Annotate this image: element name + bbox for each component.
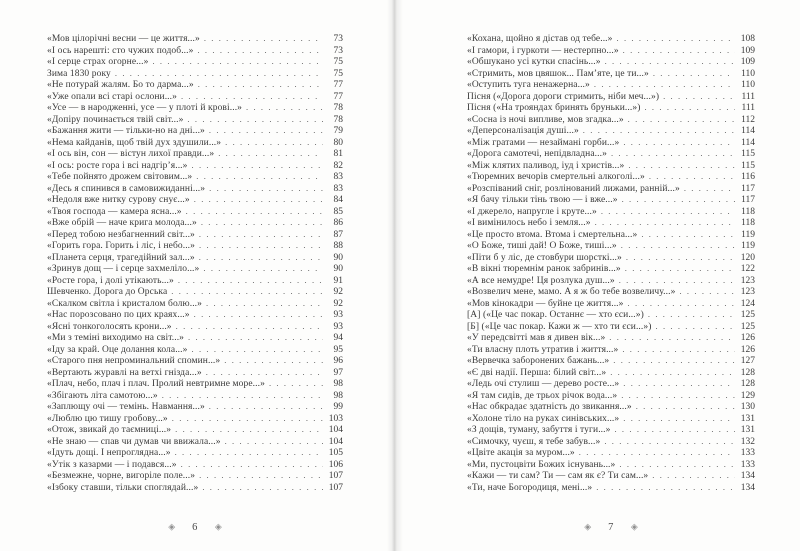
toc-list-right (467, 33, 755, 493)
toc-entry-page-number: 86 (333, 218, 343, 228)
toc-entry (47, 447, 343, 459)
toc-entry-page-number: 124 (740, 298, 755, 309)
toc-entry-title: «Утік з казарми — і подався...» (47, 459, 177, 470)
toc-entry-page-number: 97 (333, 367, 343, 378)
toc-entry (47, 436, 343, 448)
toc-entry-page-number: 94 (333, 333, 343, 343)
toc-entry (467, 309, 755, 321)
toc-entry-title: «Ледь очі стулиш — дерево росте...» (467, 379, 620, 389)
toc-entry-page-number: 107 (328, 471, 343, 481)
toc-entry-title: «Тюремних вечорів смертельні алкоголі...» (467, 172, 645, 182)
toc-entry-page-number: 99 (333, 402, 343, 412)
toc-entry (467, 470, 755, 482)
toc-entry (47, 194, 343, 206)
toc-entry-title: «Ізбоку ставши, тільки споглядай...» (47, 482, 199, 493)
toc-entry-page-number: 75 (333, 57, 343, 67)
toc-entry (467, 217, 755, 229)
toc-entry-page-number: 120 (740, 252, 755, 263)
toc-entry-title: «Між гратами — незаймані горби...» (467, 137, 620, 148)
toc-entry-page-number: 77 (333, 91, 343, 102)
toc-entry-title: «Отож, звикай до таємниці...» (47, 425, 172, 435)
toc-entry (467, 401, 755, 413)
toc-entry-title: «А все немудре! Ця розлука душ...» (467, 275, 615, 286)
toc-entry (47, 413, 343, 425)
toc-entry-title: «Планета серця, трагедійний зал...» (47, 252, 195, 263)
toc-entry-page-number: 133 (740, 448, 755, 458)
toc-entry-title: «Ідуть дощі. І непроглядна...» (47, 448, 171, 458)
toc-entry-page-number: 111 (741, 103, 755, 113)
toc-entry-title: «Симочку, чуєш, я тебе забув...» (467, 436, 601, 447)
toc-entry-page-number: 79 (333, 126, 343, 136)
toc-entry-page-number: 128 (740, 367, 755, 378)
toc-entry-title: «Вже обрій — наче крига молода...» (47, 218, 197, 228)
toc-entry (47, 286, 343, 298)
toc-entry (47, 137, 343, 149)
toc-entry-title: «У передсвітті мав я дивен вік...» (467, 333, 606, 343)
toc-entry-title: «Перед тобою незбагненний світ...» (47, 229, 195, 240)
toc-entry (47, 240, 343, 252)
toc-entry-page-number: 109 (740, 45, 755, 56)
toc-entry-page-number: 122 (740, 264, 755, 274)
diamond-ornament-icon: ◈ (630, 521, 638, 532)
toc-entry-page-number: 119 (741, 229, 755, 240)
toc-entry-page-number: 105 (328, 448, 343, 458)
toc-entry (47, 229, 343, 241)
toc-entry-page-number: 73 (333, 34, 343, 44)
toc-entry-title: «Сосна із ночі випливе, мов згадка...» (467, 114, 624, 125)
toc-entry-page-number: 111 (741, 91, 755, 102)
toc-entry-page-number: 115 (741, 160, 755, 171)
toc-entry-title: «Плач, небо, плач і плач. Пролий невтримне море...» (47, 379, 265, 389)
toc-entry (47, 45, 343, 57)
toc-entry-page-number: 108 (740, 34, 755, 44)
toc-entry-title: «Стримить, мов цвяшок... Пам’яте, це ти...» (467, 68, 649, 79)
toc-entry (47, 424, 343, 436)
toc-entry (47, 252, 343, 264)
toc-entry-title: «Нас обкрадає здатність до звикання...» (467, 402, 632, 412)
toc-entry-page-number: 129 (740, 390, 755, 401)
toc-entry-page-number: 92 (333, 287, 343, 297)
toc-entry-page-number: 93 (333, 310, 343, 320)
toc-entry-page-number: 75 (333, 68, 343, 79)
toc-entry-title: «Кохана, щойно я дістав од тебе...» (467, 34, 613, 44)
toc-entry-title: «І ось нарешті: сто чужих подоб...» (47, 45, 194, 56)
toc-entry-page-number: 87 (333, 229, 343, 240)
toc-entry-page-number: 81 (333, 149, 343, 159)
toc-entry (467, 194, 755, 206)
toc-entry (467, 286, 755, 298)
toc-entry (467, 344, 755, 356)
toc-entry-title: «Нас порозсовано по цих краях...» (47, 310, 190, 320)
toc-entry-title: «І гамори, і гуркоти — нестерпно...» (467, 45, 619, 56)
toc-entry (47, 79, 343, 91)
toc-entry (467, 275, 755, 287)
toc-entry-page-number: 132 (740, 436, 755, 447)
toc-entry-title: «Є дві надії. Перша: білий світ...» (467, 367, 607, 378)
toc-entry (47, 470, 343, 482)
toc-entry (47, 68, 343, 80)
toc-entry-page-number: 131 (740, 425, 755, 435)
toc-entry-page-number: 134 (740, 482, 755, 493)
toc-entry-page-number: 88 (333, 241, 343, 251)
toc-entry-title: «Ти власну плоть утратив і життя...» (467, 344, 619, 355)
toc-entry (47, 183, 343, 195)
toc-entry (467, 206, 755, 218)
toc-entry-page-number: 103 (328, 413, 343, 424)
toc-entry-page-number: 104 (328, 436, 343, 447)
toc-entry (467, 114, 755, 126)
toc-entry-title: «Вертають журавлі на ветхі гнізда...» (47, 367, 202, 378)
toc-entry (47, 91, 343, 103)
toc-entry-title: «Бажання жити — тільки-но на дні...» (47, 126, 205, 136)
toc-entry-page-number: 78 (333, 114, 343, 125)
toc-entry-page-number: 98 (333, 390, 343, 401)
toc-entry (467, 378, 755, 390)
toc-entry-page-number: 117 (741, 183, 755, 194)
toc-entry (467, 424, 755, 436)
toc-entry (467, 148, 755, 160)
toc-entry-page-number: 110 (741, 68, 755, 79)
toc-entry (47, 482, 343, 494)
toc-entry-title: «Я бачу тільки тінь твою — і вже...» (467, 195, 618, 205)
toc-entry-page-number: 118 (741, 206, 755, 217)
toc-entry (467, 413, 755, 425)
toc-entry-page-number: 107 (328, 482, 343, 493)
toc-entry-title: «Ми з теміні виходимо на світ...» (47, 333, 185, 343)
toc-entry (47, 378, 343, 390)
toc-entry-title: «Між клятих паливод, іуд і христів...» (467, 160, 625, 171)
toc-entry-page-number: 114 (741, 137, 755, 148)
toc-entry (467, 355, 755, 367)
toc-entry-title: «І ось він, сон — вістун лихої правди...» (47, 149, 215, 159)
toc-entry-page-number: 80 (333, 137, 343, 148)
toc-entry (47, 321, 343, 333)
toc-entry-page-number: 92 (333, 298, 343, 309)
toc-entry-title: «І серце страх огорне...» (47, 57, 149, 67)
toc-entry-page-number: 109 (740, 57, 755, 67)
toc-entry (47, 171, 343, 183)
diamond-ornament-icon: ◈ (168, 521, 176, 532)
toc-entry (47, 459, 343, 471)
toc-entry-title: «Дорога самотечі, непідвладна...» (467, 149, 607, 159)
toc-entry-title: «Росте гора, і долі утікають...» (47, 275, 174, 286)
toc-entry-title: «Оступить туга ненажерна...» (467, 80, 590, 90)
toc-entry-title: «Уже опали всі старі ослони...» (47, 91, 177, 102)
toc-entry (467, 160, 755, 172)
toc-entry (467, 33, 755, 45)
diamond-ornament-icon: ◈ (214, 521, 222, 532)
toc-entry-page-number: 83 (333, 183, 343, 194)
toc-entry (47, 217, 343, 229)
toc-entry-title: [Б] («Це час покар. Кажи ж — хто ти єси...») (467, 321, 652, 332)
toc-entry (47, 390, 343, 402)
toc-entry (47, 332, 343, 344)
toc-entry (467, 447, 755, 459)
toc-entry-title: «Мов цілорічні весни — це життя...» (47, 34, 200, 44)
toc-entry-page-number: 77 (333, 80, 343, 90)
toc-entry-title: [А] («Це час покар. Останнє — хто єси...») (467, 310, 644, 320)
toc-entry-page-number: 126 (740, 344, 755, 355)
toc-entry-page-number: 90 (333, 252, 343, 263)
toc-entry (467, 321, 755, 333)
toc-entry (47, 160, 343, 172)
toc-entry (467, 298, 755, 310)
toc-entry-title: «І ось: росте гора і всі надгір’я...» (47, 160, 188, 171)
folio-number: 6 (192, 522, 198, 533)
toc-entry-title: Пісня («На трояндах бринять бруньки...») (467, 103, 641, 113)
folio-number: 7 (608, 522, 614, 533)
toc-entry-page-number: 123 (740, 275, 755, 286)
toc-entry-title: «Піти б у ліс, де стовбури шорсткі...» (467, 252, 622, 263)
toc-entry-page-number: 130 (740, 402, 755, 412)
dot-leader (596, 482, 735, 495)
toc-entry (47, 263, 343, 275)
toc-entry-title: «Ми, пустоцвіти Божих існувань...» (467, 459, 616, 470)
toc-entry (467, 102, 755, 114)
toc-entry-page-number: 118 (741, 218, 755, 228)
toc-entry-title: «Іду за край. Оце долання кола...» (47, 344, 188, 355)
toc-entry-page-number: 98 (333, 379, 343, 389)
toc-entry-page-number: 125 (740, 310, 755, 320)
toc-entry-page-number: 114 (741, 126, 755, 136)
toc-entry-page-number: 128 (740, 379, 755, 389)
toc-entry-page-number: 126 (740, 333, 755, 343)
toc-entry-title: «Холоне тіло на руках синівських...» (467, 413, 620, 424)
toc-entry (47, 298, 343, 310)
toc-entry-title: «Люблю цю тишу гробову...» (47, 413, 168, 424)
toc-entry-title: «Горить гора. Горить і ліс, і небо...» (47, 241, 196, 251)
toc-entry (467, 137, 755, 149)
toc-entry-title: «В вікні тюремнім ранок забринів...» (467, 264, 621, 274)
toc-entry (47, 206, 343, 218)
toc-entry-page-number: 125 (740, 321, 755, 332)
toc-entry-page-number: 106 (328, 459, 343, 470)
toc-entry-page-number: 117 (741, 195, 755, 205)
toc-entry-title: «Я там сидів, де трьох річок вода...» (467, 390, 618, 401)
toc-entry-title: «Возвелич мене, мамо. А я ж бо тебе возвеличу...» (467, 287, 676, 297)
toc-entry-title: «Ти, наче Богородиця, мені...» (467, 482, 593, 493)
toc-entry (467, 45, 755, 57)
toc-entry (47, 309, 343, 321)
toc-entry (467, 390, 755, 402)
toc-entry (47, 401, 343, 413)
toc-entry-title: «Допіру починається твій світ...» (47, 114, 184, 125)
toc-list-left (47, 33, 343, 493)
toc-entry (467, 240, 755, 252)
toc-entry-title: «Нема кайданів, щоб твій дух здушили...» (47, 137, 222, 148)
toc-entry-page-number: 78 (333, 103, 343, 113)
toc-entry (467, 252, 755, 264)
toc-entry (47, 367, 343, 379)
toc-entry (467, 183, 755, 195)
toc-entry (467, 68, 755, 80)
toc-entry-page-number: 119 (741, 241, 755, 251)
toc-entry-title: «Це просто втома. Втома і смертельна...» (467, 229, 638, 240)
toc-entry-page-number: 84 (333, 195, 343, 205)
toc-entry-title: «Вервечка заборонених бажань...» (467, 356, 610, 366)
toc-entry-page-number: 85 (333, 206, 343, 217)
toc-entry-title: «Збігають літа самотою...» (47, 390, 158, 401)
toc-entry-title: «Ясні тонкоголосять крони...» (47, 321, 172, 332)
toc-entry-title: «Кажи — ти сам? Ти — сам як є? Ти сам...» (467, 471, 649, 481)
toc-entry-page-number: 134 (740, 471, 755, 481)
toc-entry (467, 263, 755, 275)
toc-entry (47, 355, 343, 367)
toc-entry (47, 114, 343, 126)
toc-entry-title: «І джерело, напругле і круте...» (467, 206, 597, 217)
toc-entry-page-number: 127 (740, 356, 755, 366)
toc-entry-page-number: 90 (333, 264, 343, 274)
toc-entry-page-number: 95 (333, 344, 343, 355)
toc-entry-page-number: 104 (328, 425, 343, 435)
toc-entry-title: «Деперсоналізація душі...» (467, 126, 579, 136)
toc-entry-page-number: 93 (333, 321, 343, 332)
toc-entry-title: «О Боже, тиші дай! О Боже, тиші...» (467, 241, 617, 251)
toc-entry-title: Шевченко. Дорога до Орська (47, 287, 168, 297)
toc-entry-page-number: 73 (333, 45, 343, 56)
toc-entry-page-number: 110 (741, 80, 755, 90)
toc-entry (467, 229, 755, 241)
toc-entry (47, 102, 343, 114)
toc-entry-title: Зима 1830 року (47, 68, 111, 79)
toc-entry-title: «Заплющу очі — темінь. Навмання...» (47, 402, 205, 412)
toc-entry (467, 56, 755, 68)
toc-entry-page-number: 112 (741, 114, 755, 125)
toc-entry-title: «Безмежне, чорне, вигоріле поле...» (47, 471, 196, 481)
right-page-footer (467, 522, 755, 533)
toc-entry-title: «Скалком світла і кристалом болю...» (47, 298, 202, 309)
toc-entry-title: «Не потурай жалям. Бо то дарма...» (47, 80, 194, 90)
toc-entry-page-number: 133 (740, 459, 755, 470)
toc-entry-page-number: 91 (333, 275, 343, 286)
toc-entry-title: «Обшукано усі кутки спасінь...» (467, 57, 601, 67)
toc-entry-title: «З дощів, туману, забуття і туги...» (467, 425, 611, 435)
toc-entry-title: «Тебе пойнято дрожем світовим...» (47, 172, 193, 182)
toc-entry (467, 436, 755, 448)
toc-entry (467, 367, 755, 379)
toc-entry (467, 125, 755, 137)
toc-entry-title: «Не знаю — спав чи думав чи ввижала...» (47, 436, 221, 447)
toc-entry (47, 275, 343, 287)
toc-entry-title: «Зринув дощ — і серце захмеліло...» (47, 264, 200, 274)
toc-entry (47, 33, 343, 45)
toc-entry (467, 482, 755, 494)
toc-entry-title: «Десь я спинився в самовижиданні...» (47, 183, 206, 194)
toc-entry (467, 171, 755, 183)
toc-entry-page-number: 83 (333, 172, 343, 182)
toc-entry-title: «Мов кінокадри — буйне це життя...» (467, 298, 624, 309)
toc-entry-title: «Усе — в народженні, усе — у плоті й крові...» (47, 103, 243, 113)
toc-entry-title: Пісня («Дорога дороги стримить, ніби меч...») (467, 91, 660, 102)
toc-entry (47, 148, 343, 160)
toc-entry-title: «Цвіте акація за муром...» (467, 448, 575, 458)
toc-entry-title: «Розспіваний сніг, розлінований лижами, ранній...» (467, 183, 680, 194)
toc-entry-title: «Твоя господа — камера ясна...» (47, 206, 182, 217)
toc-entry-page-number: 131 (740, 413, 755, 424)
toc-entry-page-number: 115 (741, 149, 755, 159)
toc-entry-page-number: 96 (333, 356, 343, 366)
toc-entry-title: «І вимінилось небо і земля...» (467, 218, 591, 228)
dot-leader (202, 482, 323, 495)
toc-entry-title: «Старого пня непроминальний спомин...» (47, 356, 221, 366)
toc-entry-page-number: 123 (740, 287, 755, 297)
toc-entry-page-number: 82 (333, 160, 343, 171)
toc-entry (47, 344, 343, 356)
toc-entry-page-number: 116 (741, 172, 755, 182)
toc-entry (47, 56, 343, 68)
toc-entry (467, 332, 755, 344)
right-page (400, 0, 800, 551)
toc-entry (467, 79, 755, 91)
toc-entry (47, 125, 343, 137)
toc-entry (467, 91, 755, 103)
toc-entry-title: «Недоля вже нитку сурову снує...» (47, 195, 190, 205)
toc-entry (467, 459, 755, 471)
left-page-footer (47, 522, 343, 533)
diamond-ornament-icon: ◈ (584, 521, 592, 532)
